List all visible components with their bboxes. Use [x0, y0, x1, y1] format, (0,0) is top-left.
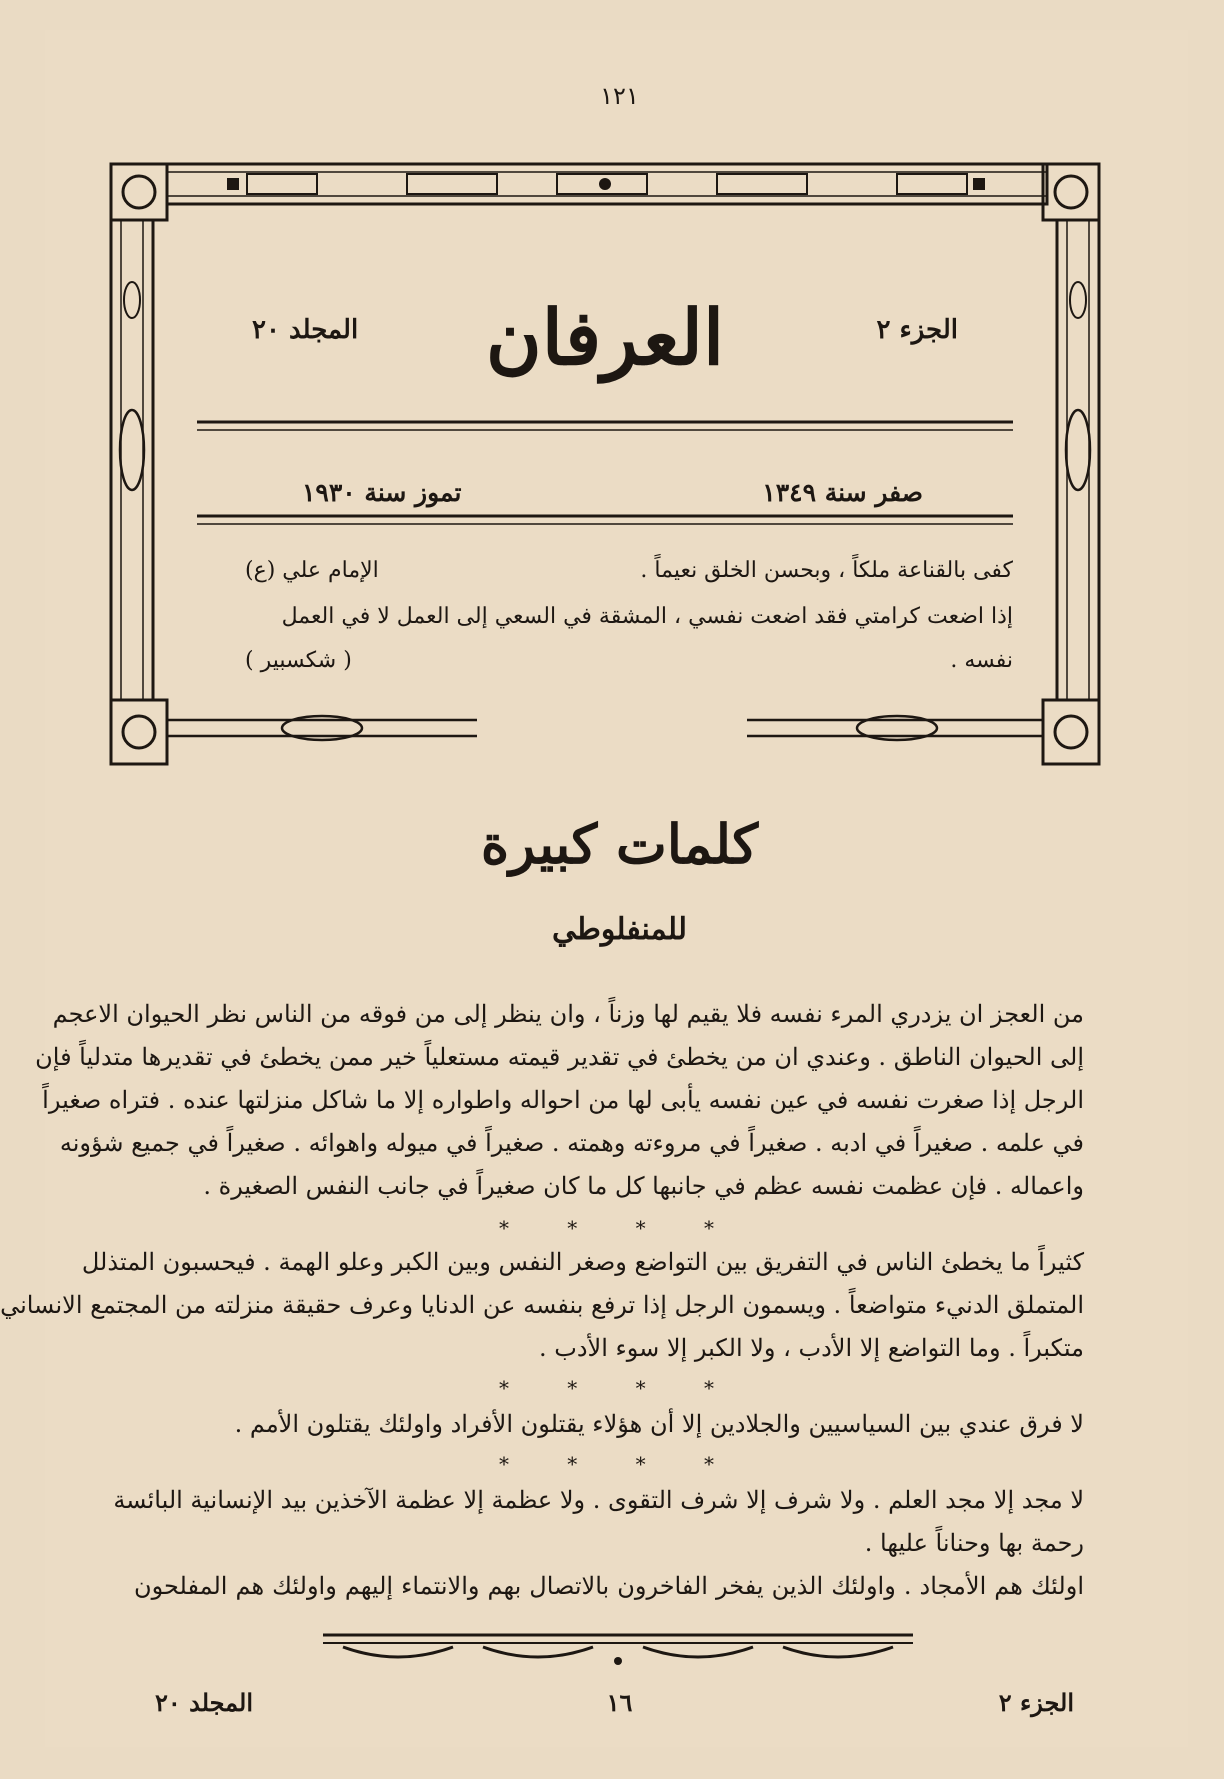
- footer-issue: الجزء ٢: [998, 1688, 1074, 1717]
- quote-1-author: الإمام علي (ع): [245, 558, 379, 583]
- top-page-number: ١٢١: [600, 82, 639, 110]
- quote-2-line-1: إذا اضعت كرامتي فقد اضعت نفسي ، المشقة في السعي إلى العمل لا في العمل: [281, 604, 1013, 629]
- volume-label: المجلد ٢٠: [252, 315, 359, 345]
- masthead-title: العرفان: [485, 293, 725, 382]
- body-line: من العجز ان يزدري المرء نفسه فلا يقيم لها وزناً ، وان ينظر إلى من فوقه من الناس نظر الحيوان الاعجم: [52, 1000, 1084, 1028]
- body-line: لا فرق عندي بين السياسيين والجلادين إلا أن هؤلاء يقتلون الأفراد واولئك يقتلون الأمم .: [234, 1410, 1084, 1438]
- body-line: في علمه . صغيراً في ادبه . صغيراً في مروءته وهمته . صغيراً في ميوله واهوائه . صغيراً في جميع شؤونه: [59, 1129, 1084, 1157]
- body-line: الرجل إذا صغرت نفسه في عين نفسه يأبى لها من احواله واطواره إلا ما شاكل منزلتها عنده . فتراه صغيراً: [42, 1086, 1084, 1114]
- body-line: متكبراً . وما التواضع إلا الأدب ، ولا الكبر إلا سوء الأدب .: [538, 1334, 1084, 1362]
- body-line: واعماله . فإن عظمت نفسه عظم في جانبها كل ما كان صغيراً في جانب النفس الصغيرة .: [203, 1172, 1084, 1200]
- section-separator: * * * *: [498, 1452, 741, 1476]
- body-line: إلى الحيوان الناطق . وعندي ان من يخطئ في تقدير قيمته مستعلياً خير ممن يخطئ في تقديرها متدلياً فإن: [35, 1043, 1084, 1071]
- footer-page-number: ١٦: [606, 1688, 633, 1717]
- footer-ornament: [323, 1625, 913, 1673]
- body-line: رحمة بها وحناناً عليها .: [864, 1529, 1084, 1557]
- body-line: اولئك هم الأمجاد . واولئك الذين يفخر الفاخرون بالاتصال بهم والانتماء إليهم واولئك هم المفلحون: [134, 1572, 1084, 1600]
- gregorian-date: تموز سنة ١٩٣٠: [302, 478, 462, 507]
- ornamental-border: [107, 160, 1103, 768]
- quote-1-text: كفى بالقناعة ملكاً ، وبحسن الخلق نعيماً .: [640, 558, 1013, 583]
- footer-volume: المجلد ٢٠: [155, 1688, 254, 1717]
- quote-2-line-2: نفسه .: [950, 648, 1013, 673]
- masthead-frame: [107, 160, 1103, 768]
- issue-label: الجزء ٢: [876, 315, 958, 345]
- body-line: لا مجد إلا مجد العلم . ولا شرف إلا شرف التقوى . ولا عظمة إلا عظمة الآخذين بيد الإنسانية البائسة: [113, 1486, 1084, 1514]
- body-line: كثيراً ما يخطئ الناس في التفريق بين التواضع وصغر النفس وبين الكبر وعلو الهمة . فيحسبون المتذلل: [81, 1248, 1084, 1276]
- quote-2-author: ( شكسبير ): [245, 648, 352, 673]
- section-separator: * * * *: [498, 1216, 741, 1240]
- hijri-date: صفر سنة ١٣٤٩: [762, 478, 923, 507]
- article-title: كلمات كبيرة: [480, 812, 759, 876]
- section-separator: * * * *: [498, 1376, 741, 1400]
- article-author: للمنفلوطي: [552, 912, 687, 947]
- body-line: المتملق الدنيء متواضعاً . ويسمون الرجل إذا ترفع بنفسه عن الدنايا وعرف حقيقة منزلته من المجتمع الانساني: [0, 1291, 1084, 1319]
